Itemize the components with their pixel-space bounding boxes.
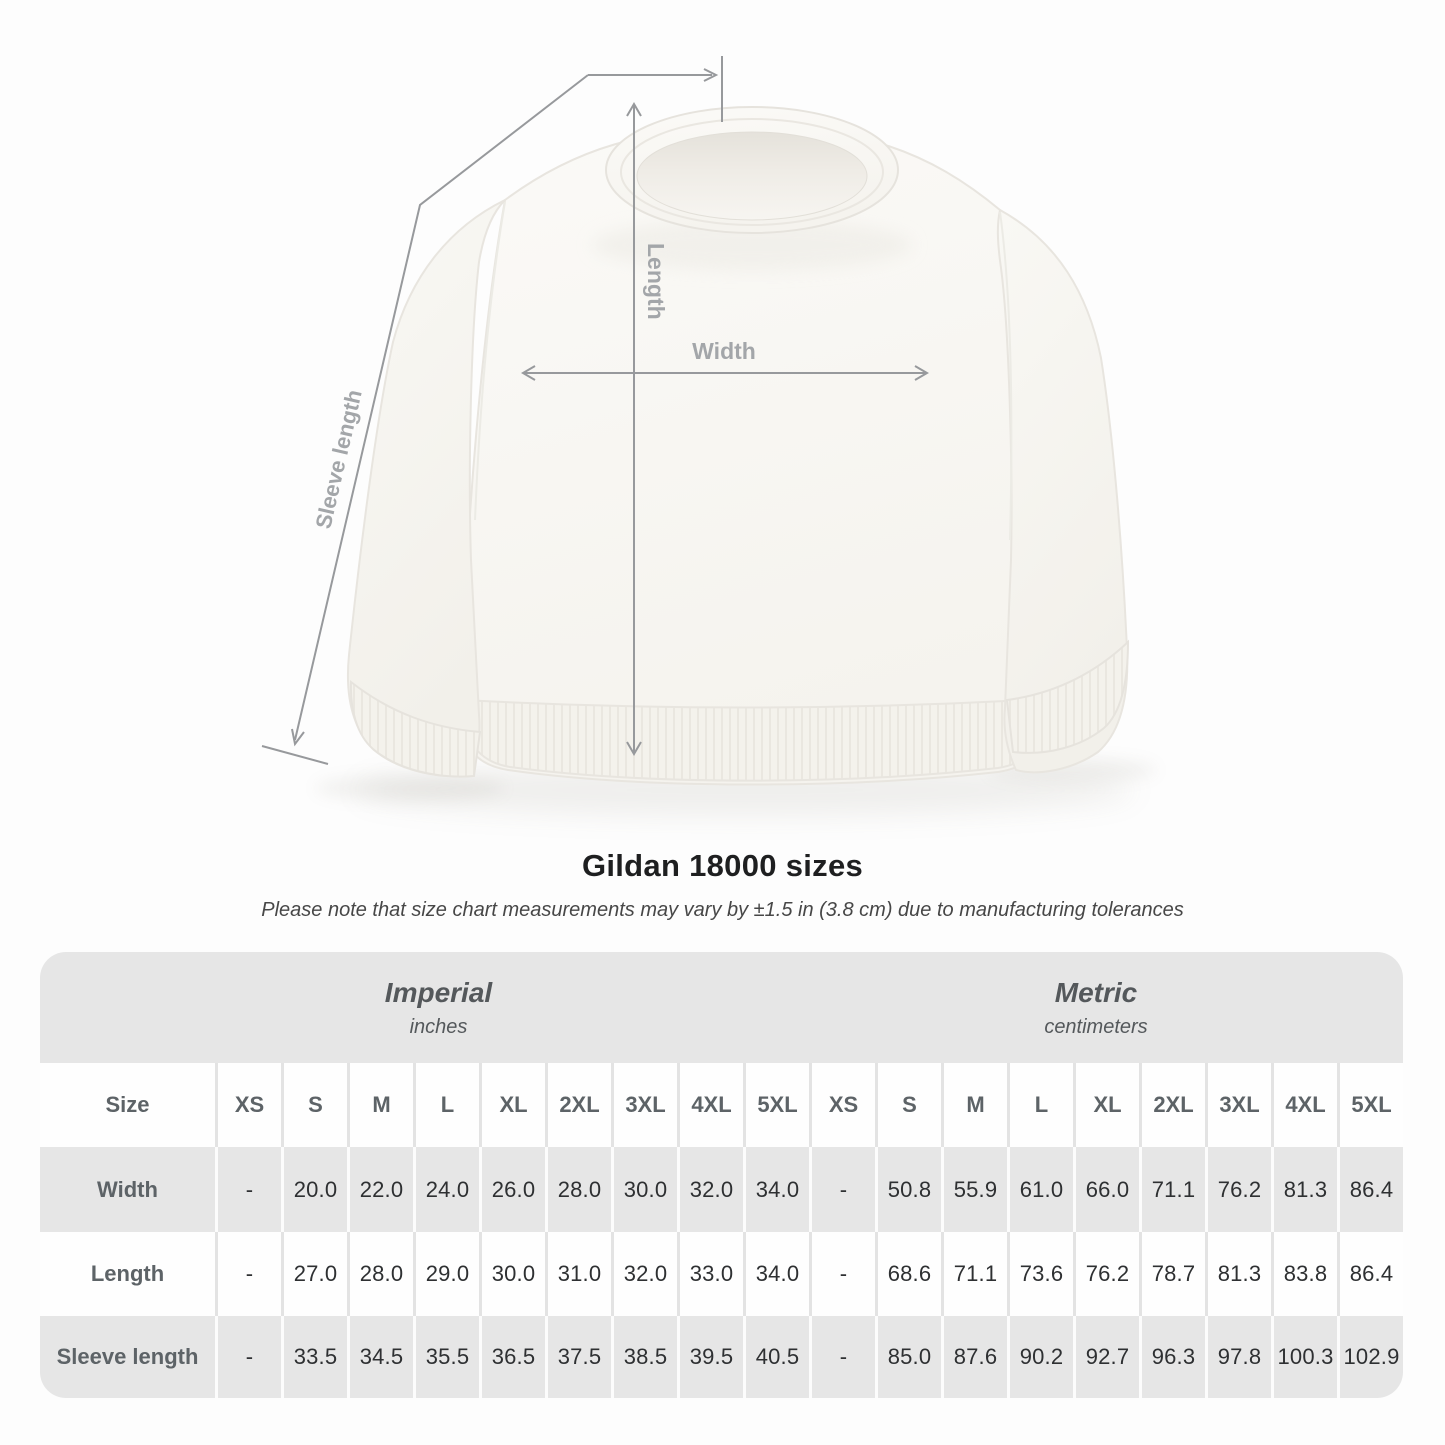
value-cell: 28.0 (347, 1232, 413, 1316)
value-cell: 71.1 (1139, 1147, 1205, 1232)
value-cell: 90.2 (1007, 1316, 1073, 1398)
row-label-length: Length (40, 1232, 215, 1316)
value-cell: 76.2 (1205, 1147, 1271, 1232)
value-cell: 32.0 (611, 1232, 677, 1316)
col-header-imperial-5xl: 5XL (743, 1063, 809, 1147)
value-cell: 40.5 (743, 1316, 809, 1398)
extent-tick (262, 746, 328, 764)
value-cell: 30.0 (611, 1147, 677, 1232)
value-cell: 33.5 (281, 1316, 347, 1398)
col-header-metric-5xl: 5XL (1337, 1063, 1403, 1147)
value-cell: 76.2 (1073, 1232, 1139, 1316)
value-cell: 50.8 (875, 1147, 941, 1232)
value-cell: 100.3 (1271, 1316, 1337, 1398)
value-cell: 27.0 (281, 1232, 347, 1316)
value-cell: - (809, 1316, 875, 1398)
col-header-imperial-l: L (413, 1063, 479, 1147)
value-cell: 83.8 (1271, 1232, 1337, 1316)
value-cell: 29.0 (413, 1232, 479, 1316)
length-label: Length (643, 243, 669, 320)
col-header-metric-xl: XL (1073, 1063, 1139, 1147)
col-header-metric-s: S (875, 1063, 941, 1147)
row-label-width: Width (40, 1147, 215, 1232)
value-cell: - (215, 1147, 281, 1232)
value-cell: 78.7 (1139, 1232, 1205, 1316)
value-cell: 86.4 (1337, 1232, 1403, 1316)
col-header-imperial-3xl: 3XL (611, 1063, 677, 1147)
value-cell: 37.5 (545, 1316, 611, 1398)
value-cell: - (215, 1232, 281, 1316)
col-header-metric-4xl: 4XL (1271, 1063, 1337, 1147)
size-corner-header: Size (40, 1063, 215, 1147)
crewneck-collar (606, 107, 898, 233)
value-cell: 87.6 (941, 1316, 1007, 1398)
value-cell: 33.0 (677, 1232, 743, 1316)
value-cell: - (215, 1316, 281, 1398)
value-cell: 68.6 (875, 1232, 941, 1316)
col-header-imperial-xs: XS (215, 1063, 281, 1147)
page-title: Gildan 18000 sizes (581, 848, 864, 883)
col-header-imperial-4xl: 4XL (677, 1063, 743, 1147)
value-cell: 85.0 (875, 1316, 941, 1398)
value-cell: 81.3 (1205, 1232, 1271, 1316)
col-header-metric-l: L (1007, 1063, 1073, 1147)
value-cell: 86.4 (1337, 1147, 1403, 1232)
tolerance-note: Please note that size chart measurements may vary by ±1.5 in (3.8 cm) due to manufacturing tolerances (261, 899, 1184, 921)
width-label: Width (692, 338, 756, 364)
unit-group-label: Metric (1054, 976, 1138, 1008)
col-header-imperial-2xl: 2XL (545, 1063, 611, 1147)
unit-group-sublabel: centimeters (1044, 1015, 1148, 1038)
sleeve-length-label: Sleeve length (310, 387, 367, 532)
col-header-metric-m: M (941, 1063, 1007, 1147)
row-label-sleeve-length: Sleeve length (40, 1316, 215, 1398)
value-cell: 81.3 (1271, 1147, 1337, 1232)
value-cell: 35.5 (413, 1316, 479, 1398)
unit-group-sublabel: inches (409, 1015, 468, 1038)
col-header-metric-xs: XS (809, 1063, 875, 1147)
value-cell: 102.9 (1337, 1316, 1403, 1398)
value-cell: - (809, 1147, 875, 1232)
value-cell: 24.0 (413, 1147, 479, 1232)
value-cell: 92.7 (1073, 1316, 1139, 1398)
size-table (40, 952, 1403, 1398)
value-cell: 28.0 (545, 1147, 611, 1232)
value-cell: 55.9 (941, 1147, 1007, 1232)
value-cell: 71.1 (941, 1232, 1007, 1316)
value-cell: 26.0 (479, 1147, 545, 1232)
value-cell: 30.0 (479, 1232, 545, 1316)
value-cell: 34.0 (743, 1147, 809, 1232)
value-cell: 61.0 (1007, 1147, 1073, 1232)
value-cell: 73.6 (1007, 1232, 1073, 1316)
unit-group-imperial (40, 952, 809, 1063)
unit-group-metric (809, 952, 1403, 1063)
value-cell: 31.0 (545, 1232, 611, 1316)
value-cell: 20.0 (281, 1147, 347, 1232)
value-cell: 66.0 (1073, 1147, 1139, 1232)
col-header-imperial-s: S (281, 1063, 347, 1147)
value-cell: 36.5 (479, 1316, 545, 1398)
value-cell: 97.8 (1205, 1316, 1271, 1398)
left-cuff-shadow (315, 775, 505, 801)
value-cell: 34.0 (743, 1232, 809, 1316)
value-cell: 38.5 (611, 1316, 677, 1398)
value-cell: 34.5 (347, 1316, 413, 1398)
col-header-metric-2xl: 2XL (1139, 1063, 1205, 1147)
value-cell: - (809, 1232, 875, 1316)
hem-band (463, 699, 1045, 781)
value-cell: 32.0 (677, 1147, 743, 1232)
col-header-imperial-xl: XL (479, 1063, 545, 1147)
sweatshirt-illustration (315, 107, 1157, 816)
col-header-imperial-m: M (347, 1063, 413, 1147)
value-cell: 96.3 (1139, 1316, 1205, 1398)
value-cell: 39.5 (677, 1316, 743, 1398)
unit-group-label: Imperial (384, 976, 493, 1008)
col-header-metric-3xl: 3XL (1205, 1063, 1271, 1147)
value-cell: 22.0 (347, 1147, 413, 1232)
